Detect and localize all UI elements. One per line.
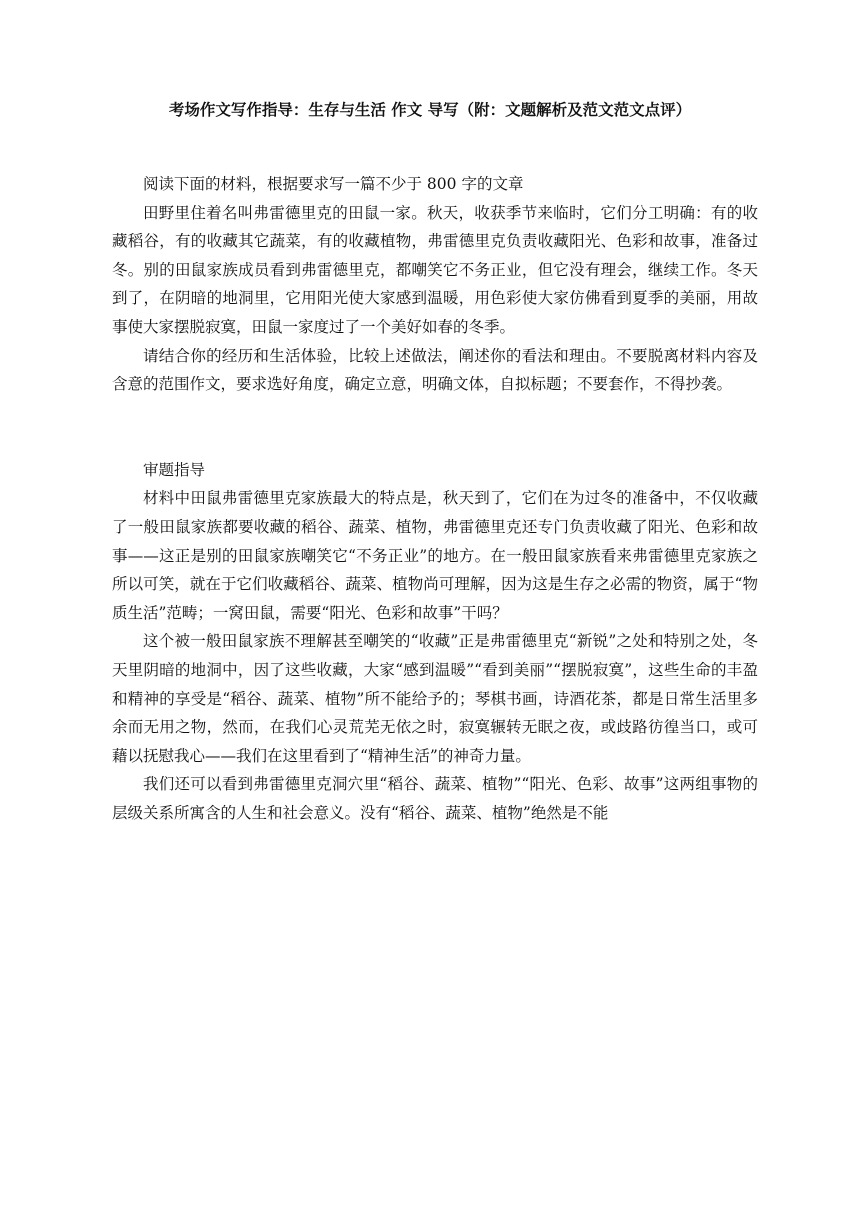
instruction-line: 阅读下面的材料，根据要求写一篇不少于 800 字的文章	[143, 175, 524, 193]
analysis-paragraph-1: 材料中田鼠弗雷德里克家族最大的特点是，秋天到了，它们在为过冬的准备中，不仅收藏了一般田鼠家族都要收藏的稻谷、蔬菜、植物，弗雷德里克还专门负责收藏了阳光、色彩和故事——这正是别的田鼠家族嘲笑它“不务正业”的地方。在一般田鼠家族看来弗雷德里克家族之所以可笑，就在于它们收藏稻谷、蔬菜、植物尚可理解，因为这是生存之必需的物资，属于“物质生活”范畴；一窝田鼠，需要“阳光、色彩和故事”干吗？	[112, 489, 758, 622]
requirement-paragraph: 请结合你的经历和生活体验，比较上述做法，阐述你的看法和理由。不要脱离材料内容及含意的范围作文，要求选好角度，确定立意，明确文体，自拟标题；不要套作，不得抄袭。	[112, 346, 758, 394]
analysis-paragraph-3: 我们还可以看到弗雷德里克洞穴里“稻谷、蔬菜、植物”“阳光、色彩、故事”这两组事物的层级关系所寓含的人生和社会意义。没有“稻谷、蔬菜、植物”绝然是不能	[112, 775, 758, 822]
section-spacer	[112, 399, 758, 456]
document-title: 考场作文写作指导：生存与生活 作文 导写（附：文题解析及范文范文点评）	[168, 101, 692, 119]
analysis-paragraph-2: 这个被一般田鼠家族不理解甚至嘲笑的“收藏”正是弗雷德里克“新锐”之处和特别之处，冬天里阴暗的地洞中，因了这些收藏，大家“感到温暖”“看到美丽”“摆脱寂寞”，这些生命的丰盈和精神的享受是“稻谷、蔬菜、植物”所不能给予的；琴棋书画，诗酒花茶，都是日常生活里多余而无用之物，然而，在我们心灵荒芜无依之时，寂寞辗转无眠之夜，或歧路彷徨当口，或可藉以抚慰我心——我们在这里看到了“精神生活”的神奇力量。	[112, 632, 758, 765]
section-heading: 审题指导	[143, 460, 206, 479]
material-paragraph: 田野里住着名叫弗雷德里克的田鼠一家。秋天，收获季节来临时，它们分工明确：有的收藏稻谷，有的收藏其它蔬菜，有的收藏植物，弗雷德里克负责收藏阳光、色彩和故事，准备过冬。别的田鼠家族成员看到弗雷德里克，都嘲笑它不务正业，但它没有理会，继续工作。冬天到了，在阴暗的地洞里，它用阳光使大家感到温暖，用色彩使大家仿佛看到夏季的美丽，用故事使大家摆脱寂寞，田鼠一家度过了一个美好如春的冬季。	[112, 203, 758, 336]
document-body	[112, 170, 758, 827]
